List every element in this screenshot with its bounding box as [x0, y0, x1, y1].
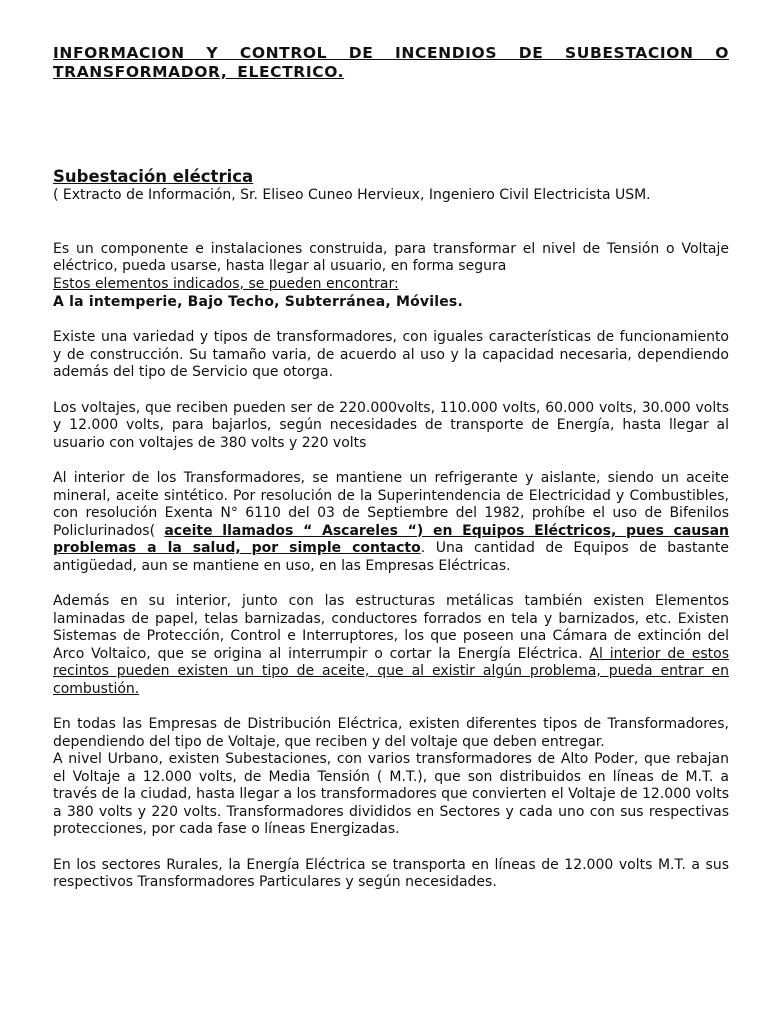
paragraph-urban: A nivel Urbano, existen Subestaciones, con varios transformadores de Alto Poder, que rebajan el Voltaje a 12.000 volts, de Media Tensión ( M.T.), que son distribuidos en líneas de M.T. a través de la ciudad, hasta llegar a los transformadores que convierten el Voltaje de 12.000 volts a 380 volts y 220 volts. Transformadores divididos en Sectores y cada uno con sus respectivas protecciones, por cada fase o líneas Energizadas.	[53, 751, 729, 837]
paragraph-materials	[53, 593, 729, 698]
paragraph-coolant-warning: aceite llamados “ Ascareles “) en Equipos Eléctricos, pues causan problemas a la salud, por simple contacto	[53, 522, 729, 556]
paragraph-materials-warning: Al interior de estos recintos pueden existen un tipo de aceite, que al existir algún problema, pueda entrar en combustión.	[53, 645, 729, 697]
paragraph-coolant-start: Al interior de los Transformadores, se mantiene un refrigerante y aislante, siendo un aceite mineral, aceite sintético. Por resolución de la Superintendencia de Electricidad y Combustibles, con resolución Exenta N° 6110 del 03 de Septiembre del 1982, prohíbe el uso de Bifenilos Policlurinados(	[53, 470, 729, 539]
paragraph-definition: Es un componente e instalaciones construida, para transformar el nivel de Tensión o Voltaje eléctrico, pueda usarse, hasta llegar al usuario, en forma segura	[53, 240, 729, 274]
paragraph-materials-start: Además en su interior, junto con las estructuras metálicas también existen Elementos laminadas de papel, telas barnizadas, conductores forrados en tela y barnizados, etc. Existen Sistemas de Protección, Control e Interruptores, los que poseen una Cámara de extinción del Arco Voltaico, que se origina al interrumpir o cortar la Energía Eléctrica.	[53, 593, 729, 662]
paragraph-varieties: Existe una variedad y tipos de transformadores, con iguales características de funcionamiento y de construcción. Su tamaño varia, de acuerdo al uso y la capacidad necesaria, dependiendo además del tipo de Servicio que otorga.	[53, 329, 729, 380]
paragraph-coolant	[53, 470, 729, 575]
paragraph-distribution: En todas las Empresas de Distribución Eléctrica, existen diferentes tipos de Transformadores, dependiendo del tipo de Voltaje, que reciben y del voltaje que deben entregar.	[53, 716, 729, 750]
paragraph-coolant-end: . Una cantidad de Equipos de bastante antigüedad, aun se mantiene en uso, en las Empresas Eléctricas.	[53, 540, 730, 574]
document-body	[53, 44, 729, 892]
section-heading: Subestación eléctrica	[53, 167, 254, 186]
source-line: ( Extracto de Información, Sr. Eliseo Cuneo Hervieux, Ingeniero Civil Electricista USM.	[53, 187, 651, 203]
paragraph-locations-list: A la intemperie, Bajo Techo, Subterránea, Móviles.	[53, 294, 463, 310]
document-title: INFORMACION Y CONTROL DE INCENDIOS DE SUBESTACION O TRANSFORMADOR, ELECTRICO.	[53, 44, 729, 81]
paragraph-locations-intro: Estos elementos indicados, se pueden encontrar:	[53, 275, 399, 292]
paragraph-rural: En los sectores Rurales, la Energía Eléctrica se transporta en líneas de 12.000 volts M.T. a sus respectivos Transformadores Particulares y según necesidades.	[53, 856, 729, 890]
paragraph-voltages: Los voltajes, que reciben pueden ser de 220.000volts, 110.000 volts, 60.000 volts, 30.000 volts y 12.000 volts, para bajarlos, según necesidades de transporte de Energía, hasta llegar al usuario con voltajes de 380 volts y 220 volts	[53, 399, 729, 451]
